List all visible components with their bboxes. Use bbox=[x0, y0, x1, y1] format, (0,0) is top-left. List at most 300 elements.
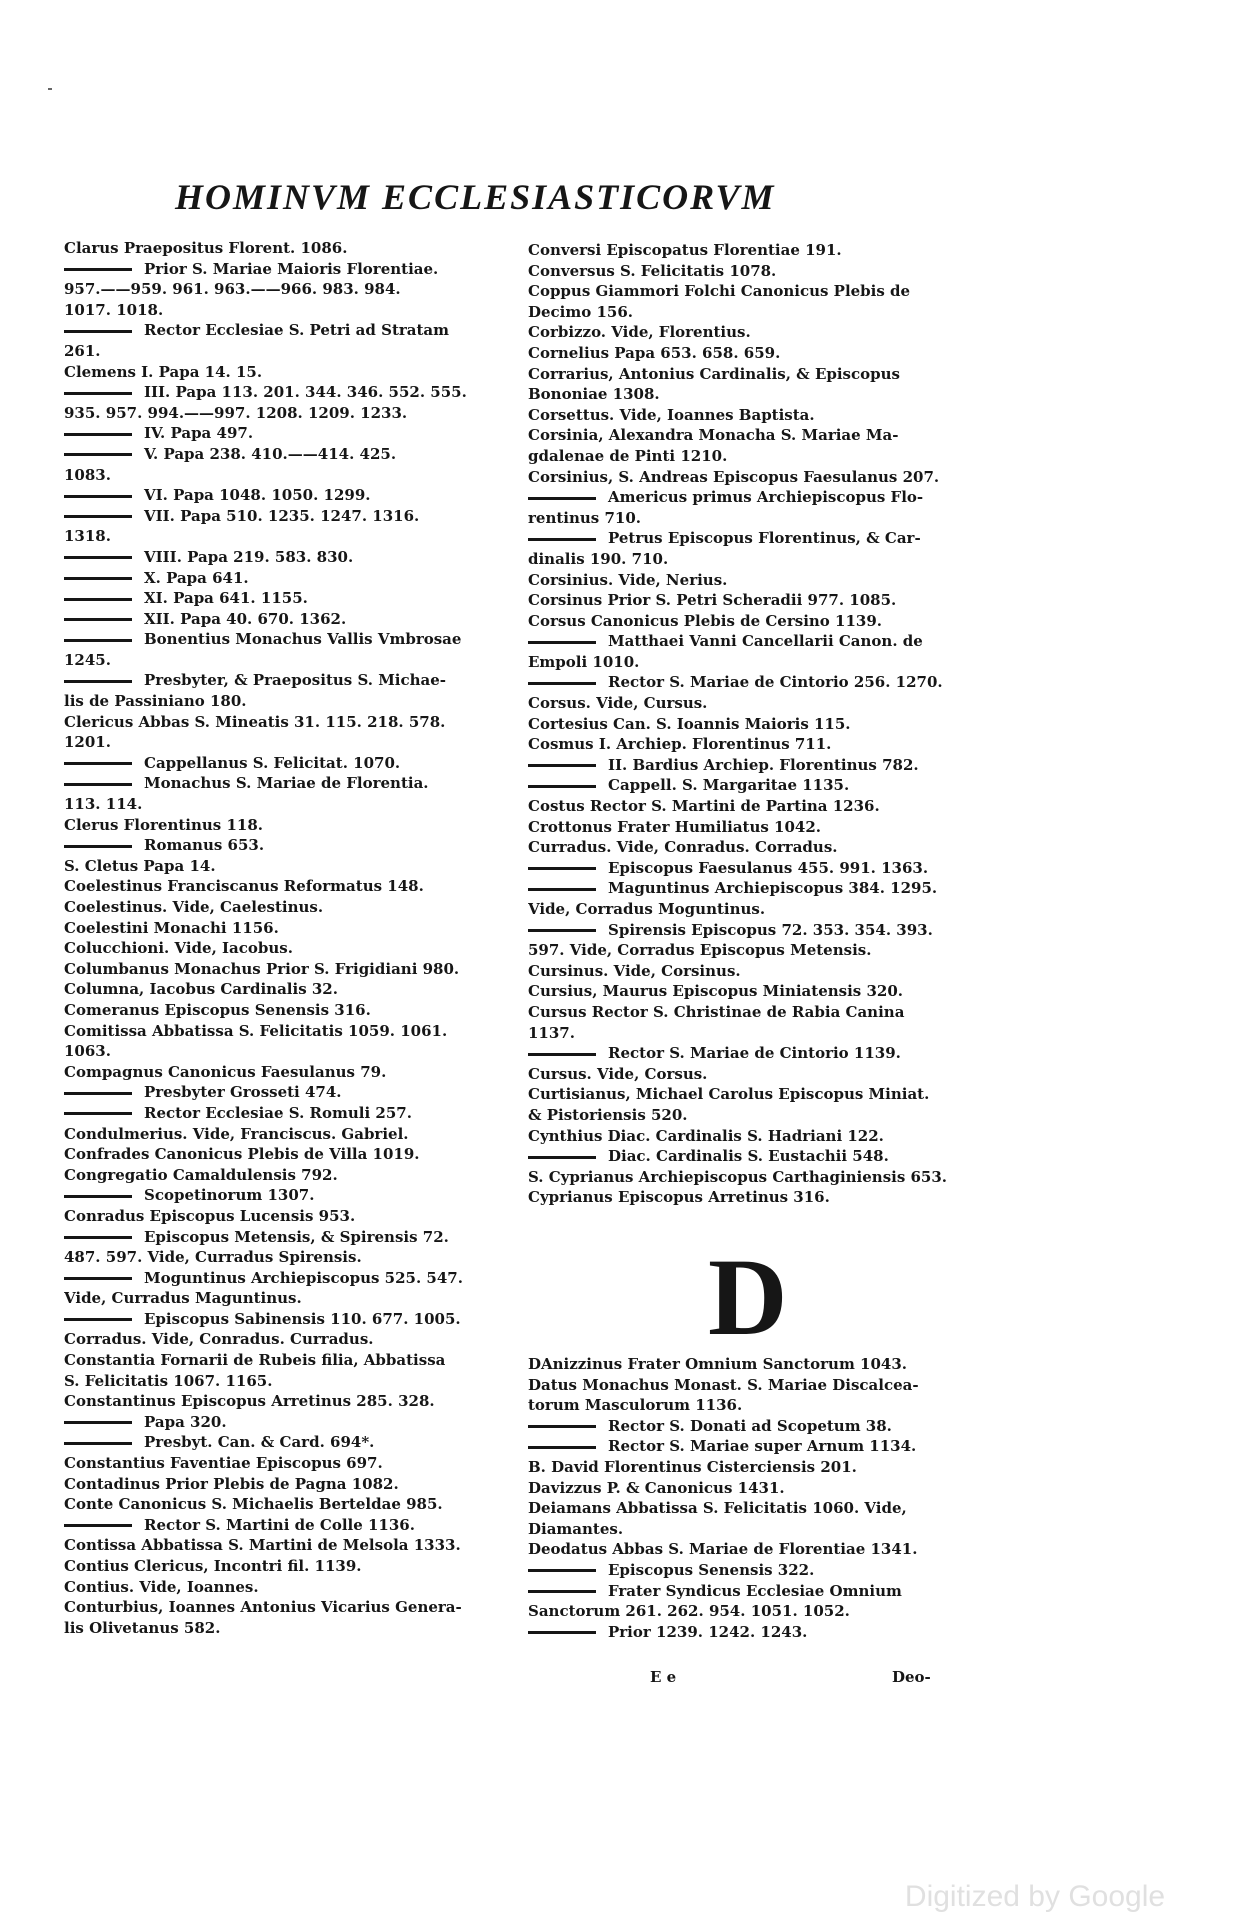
entry-text: 1201. bbox=[64, 733, 111, 752]
entry-text: 1245. bbox=[64, 650, 111, 669]
entry-text: Presbyt. Can. & Card. 694*. bbox=[144, 1433, 375, 1452]
index-entry bbox=[528, 755, 980, 776]
index-entry bbox=[64, 1474, 532, 1495]
section-letter: D bbox=[708, 1236, 788, 1358]
index-entry bbox=[64, 1082, 532, 1103]
index-entry bbox=[528, 1187, 980, 1208]
index-entry bbox=[64, 856, 532, 877]
index-entry bbox=[64, 423, 532, 444]
index-entry bbox=[528, 775, 980, 796]
entry-text: Decimo 156. bbox=[528, 302, 634, 321]
index-entry bbox=[528, 899, 980, 920]
index-entry bbox=[528, 1105, 980, 1126]
entry-text: VI. Papa 1048. 1050. 1299. bbox=[144, 486, 371, 505]
index-entry bbox=[64, 506, 532, 527]
entry-text: rentinus 710. bbox=[528, 508, 641, 527]
entry-text: Conte Canonicus S. Michaelis Berteldae 985. bbox=[64, 1495, 443, 1514]
entry-text: 487. 597. Vide, Curradus Spirensis. bbox=[64, 1248, 362, 1267]
entry-text: Conversus S. Felicitatis 1078. bbox=[528, 261, 777, 280]
entry-text: Constantinus Episcopus Arretinus 285. 328. bbox=[64, 1392, 435, 1411]
entry-text: Spirensis Episcopus 72. 353. 354. 393. bbox=[608, 920, 933, 939]
index-entry bbox=[528, 570, 980, 591]
index-entry bbox=[64, 918, 532, 939]
index-entry bbox=[64, 1144, 532, 1165]
entry-text: Contius Clericus, Incontri fil. 1139. bbox=[64, 1557, 362, 1575]
entry-text: Comitissa Abbatissa S. Felicitatis 1059. 1061. bbox=[64, 1021, 448, 1040]
index-entry bbox=[64, 1000, 532, 1021]
index-entry bbox=[64, 588, 532, 609]
ditto-dash bbox=[64, 433, 132, 436]
entry-text: Corsinus Prior S. Petri Scheradii 977. 1085. bbox=[528, 591, 897, 610]
entry-text: lis de Passiniano 180. bbox=[64, 692, 247, 711]
entry-text: Corbizzo. Vide, Florentius. bbox=[528, 323, 751, 342]
index-entry bbox=[528, 1478, 980, 1499]
ditto-dash bbox=[64, 1318, 132, 1321]
entry-text: Bonentius Monachus Vallis Vmbrosae bbox=[144, 630, 462, 649]
index-entry bbox=[64, 1391, 532, 1412]
index-entry bbox=[528, 1126, 980, 1147]
entry-text: Prior S. Mariae Maioris Florentiae. bbox=[144, 259, 439, 278]
entry-text: & Pistoriensis 520. bbox=[528, 1105, 688, 1124]
entry-text: Columna, Iacobus Cardinalis 32. bbox=[64, 980, 338, 999]
ditto-dash bbox=[64, 1442, 132, 1445]
entry-text: Coelestini Monachi 1156. bbox=[64, 918, 279, 937]
entry-text: Corrarius, Antonius Cardinalis, & Episcopus bbox=[528, 364, 900, 383]
index-entry bbox=[528, 878, 980, 899]
entry-text: Corsinius, S. Andreas Episcopus Faesulanus 207. bbox=[528, 467, 940, 486]
index-entry bbox=[528, 364, 980, 385]
index-entry bbox=[528, 1167, 980, 1188]
entry-text: 261. bbox=[64, 341, 101, 360]
index-entry bbox=[64, 712, 532, 733]
index-entry bbox=[528, 590, 980, 611]
ditto-dash bbox=[64, 1524, 132, 1527]
ditto-dash bbox=[528, 764, 596, 767]
index-entry bbox=[528, 1519, 980, 1540]
entry-text: Conturbius, Ioannes Antonius Vicarius Genera- bbox=[64, 1598, 462, 1617]
entry-text: Rector S. Mariae de Cintorio 256. 1270. bbox=[608, 673, 943, 692]
entry-text: Cosmus I. Archiep. Florentinus 711. bbox=[528, 735, 832, 754]
index-entry bbox=[64, 341, 532, 362]
entry-text: V. Papa 238. 410.——414. 425. bbox=[144, 444, 397, 463]
index-entry bbox=[64, 835, 532, 856]
index-entry bbox=[64, 773, 532, 794]
index-entry bbox=[528, 1416, 980, 1437]
index-entry bbox=[64, 382, 532, 403]
entry-text: Rector S. Mariae de Cintorio 1139. bbox=[608, 1044, 901, 1063]
entry-text: Conradus Episcopus Lucensis 953. bbox=[64, 1206, 356, 1225]
entry-text: Conversi Episcopatus Florentiae 191. bbox=[528, 241, 842, 259]
entry-text: Coppus Giammori Folchi Canonicus Plebis de bbox=[528, 282, 911, 301]
index-entry bbox=[528, 1436, 980, 1457]
page-header: HOMINVM ECCLESIASTICORVM bbox=[175, 177, 776, 217]
index-entry bbox=[528, 1601, 980, 1622]
entry-text: Cappell. S. Margaritae 1135. bbox=[608, 776, 850, 795]
entry-text: VII. Papa 510. 1235. 1247. 1316. bbox=[144, 506, 420, 525]
entry-text: 1017. 1018. bbox=[64, 300, 164, 319]
entry-text: S. Cyprianus Archiepiscopus Carthaginiensis 653. bbox=[528, 1167, 948, 1186]
entry-text: Compagnus Canonicus Faesulanus 79. bbox=[64, 1062, 387, 1081]
entry-text: Rector S. Mariae super Arnum 1134. bbox=[608, 1437, 917, 1456]
index-entry bbox=[64, 650, 532, 671]
signature-mark: E e bbox=[650, 1668, 677, 1686]
index-entry bbox=[528, 961, 980, 982]
index-entry bbox=[528, 631, 980, 652]
entry-text: Coelestinus. Vide, Caelestinus. bbox=[64, 898, 324, 916]
ditto-dash bbox=[528, 1569, 596, 1572]
index-entry bbox=[528, 322, 980, 343]
entry-text: DAnizzinus Frater Omnium Sanctorum 1043. bbox=[528, 1355, 908, 1373]
entry-text: Cortesius Can. S. Ioannis Maioris 115. bbox=[528, 714, 851, 733]
index-entry bbox=[64, 403, 532, 424]
index-entry bbox=[528, 1581, 980, 1602]
index-entry bbox=[528, 1539, 980, 1560]
entry-text: Constantius Faventiae Episcopus 697. bbox=[64, 1454, 383, 1473]
index-entry bbox=[64, 979, 532, 1000]
index-entry bbox=[64, 444, 532, 465]
entry-text: Episcopus Senensis 322. bbox=[608, 1560, 815, 1579]
entry-text: Episcopus Metensis, & Spirensis 72. bbox=[144, 1227, 449, 1246]
index-entry bbox=[64, 1432, 532, 1453]
entry-text: Cursus. Vide, Corsus. bbox=[528, 1064, 708, 1083]
entry-text: Americus primus Archiepiscopus Flo- bbox=[608, 488, 924, 507]
ditto-dash bbox=[64, 783, 132, 786]
ditto-dash bbox=[64, 1421, 132, 1424]
index-entry bbox=[64, 1021, 532, 1042]
ditto-dash bbox=[528, 1425, 596, 1428]
ditto-dash bbox=[64, 556, 132, 559]
index-entry bbox=[64, 629, 532, 650]
entry-text: Curtisianus, Michael Carolus Episcopus Miniat. bbox=[528, 1085, 930, 1104]
index-entry bbox=[64, 1206, 532, 1227]
entry-text: Bononiae 1308. bbox=[528, 385, 660, 404]
entry-text: Episcopus Sabinensis 110. 677. 1005. bbox=[144, 1309, 461, 1328]
index-entry bbox=[528, 1457, 980, 1478]
entry-text: VIII. Papa 219. 583. 830. bbox=[144, 547, 354, 566]
index-entry bbox=[64, 691, 532, 712]
index-entry bbox=[64, 1453, 532, 1474]
entry-text: Monachus S. Mariae de Florentia. bbox=[144, 774, 429, 793]
index-entry bbox=[528, 981, 980, 1002]
ditto-dash bbox=[528, 497, 596, 500]
entry-text: Corsinius. Vide, Nerius. bbox=[528, 570, 728, 589]
catchword: Deo- bbox=[892, 1668, 931, 1686]
index-entry bbox=[528, 1023, 980, 1044]
index-entry bbox=[64, 1412, 532, 1433]
entry-text: 957.——959. 961. 963.——966. 983. 984. bbox=[64, 280, 401, 299]
index-entry bbox=[528, 734, 980, 755]
ditto-dash bbox=[64, 598, 132, 601]
entry-text: Empoli 1010. bbox=[528, 652, 640, 671]
index-column-right-d bbox=[528, 1354, 980, 1642]
index-entry bbox=[528, 405, 980, 426]
index-entry bbox=[64, 897, 532, 918]
entry-text: Cappellanus S. Felicitat. 1070. bbox=[144, 753, 401, 772]
entry-text: Matthaei Vanni Cancellarii Canon. de bbox=[608, 632, 923, 651]
entry-text: Cyprianus Episcopus Arretinus 316. bbox=[528, 1188, 830, 1207]
index-entry bbox=[528, 1043, 980, 1064]
entry-text: Scopetinorum 1307. bbox=[144, 1186, 315, 1205]
index-entry bbox=[528, 714, 980, 735]
entry-text: IV. Papa 497. bbox=[144, 424, 254, 443]
index-entry bbox=[64, 1309, 532, 1330]
entry-text: Datus Monachus Monast. S. Mariae Discalcea- bbox=[528, 1375, 919, 1394]
ditto-dash bbox=[64, 1112, 132, 1115]
index-column-left bbox=[64, 238, 532, 1638]
entry-text: Petrus Episcopus Florentinus, & Car- bbox=[608, 529, 921, 548]
entry-text: Moguntinus Archiepiscopus 525. 547. bbox=[144, 1268, 463, 1287]
ditto-dash bbox=[528, 682, 596, 685]
entry-text: Cornelius Papa 653. 658. 659. bbox=[528, 343, 781, 362]
entry-text: Confrades Canonicus Plebis de Villa 1019. bbox=[64, 1145, 420, 1164]
index-entry bbox=[64, 732, 532, 753]
entry-text: Clemens I. Papa 14. 15. bbox=[64, 362, 263, 381]
index-entry bbox=[64, 938, 532, 959]
index-entry bbox=[528, 796, 980, 817]
ditto-dash bbox=[64, 453, 132, 456]
index-entry bbox=[64, 259, 532, 280]
watermark: Digitized by Google bbox=[904, 1880, 1166, 1913]
index-entry bbox=[528, 611, 980, 632]
index-entry bbox=[64, 670, 532, 691]
entry-text: 935. 957. 994.——997. 1208. 1209. 1233. bbox=[64, 403, 408, 422]
index-entry bbox=[64, 300, 532, 321]
ditto-dash bbox=[528, 785, 596, 788]
entry-text: dinalis 190. 710. bbox=[528, 549, 669, 568]
index-entry bbox=[528, 1146, 980, 1167]
index-entry bbox=[528, 487, 980, 508]
entry-text: II. Bardius Archiep. Florentinus 782. bbox=[608, 755, 919, 774]
index-entry bbox=[64, 1062, 532, 1083]
index-entry bbox=[64, 1577, 532, 1598]
entry-text: Frater Syndicus Ecclesiae Omnium bbox=[608, 1581, 902, 1600]
ditto-dash bbox=[64, 495, 132, 498]
ditto-dash bbox=[64, 1277, 132, 1280]
entry-text: Clerus Florentinus 118. bbox=[64, 815, 263, 834]
index-entry bbox=[64, 1227, 532, 1248]
entry-text: Congregatio Camaldulensis 792. bbox=[64, 1165, 338, 1184]
ditto-dash bbox=[64, 762, 132, 765]
entry-text: Corsus Canonicus Plebis de Cersino 1139. bbox=[528, 611, 883, 630]
index-entry bbox=[528, 549, 980, 570]
index-entry bbox=[64, 1535, 532, 1556]
entry-text: 113. 114. bbox=[64, 795, 143, 814]
index-entry bbox=[528, 343, 980, 364]
index-entry bbox=[528, 528, 980, 549]
entry-text: Presbyter Grosseti 474. bbox=[144, 1083, 342, 1102]
index-entry bbox=[528, 693, 980, 714]
index-entry bbox=[64, 1350, 532, 1371]
ditto-dash bbox=[528, 641, 596, 644]
ditto-dash bbox=[64, 392, 132, 395]
entry-text: Columbanus Monachus Prior S. Frigidiani 980. bbox=[64, 959, 460, 978]
index-entry bbox=[528, 1560, 980, 1581]
index-entry bbox=[528, 302, 980, 323]
ditto-dash bbox=[528, 1590, 596, 1593]
entry-text: Rector S. Donati ad Scopetum 38. bbox=[608, 1416, 892, 1435]
ditto-dash bbox=[64, 845, 132, 848]
index-entry bbox=[64, 794, 532, 815]
entry-text: lis Olivetanus 582. bbox=[64, 1618, 221, 1637]
entry-text: Romanus 653. bbox=[144, 836, 265, 855]
entry-text: Diamantes. bbox=[528, 1519, 624, 1538]
index-entry bbox=[528, 672, 980, 693]
index-entry bbox=[64, 568, 532, 589]
index-entry bbox=[528, 1002, 980, 1023]
index-entry bbox=[64, 1288, 532, 1309]
entry-text: Sanctorum 261. 262. 954. 1051. 1052. bbox=[528, 1602, 850, 1621]
ditto-dash bbox=[528, 1156, 596, 1159]
index-entry bbox=[528, 652, 980, 673]
entry-text: Comeranus Episcopus Senensis 316. bbox=[64, 1000, 371, 1019]
index-entry bbox=[528, 261, 980, 282]
entry-text: Colucchioni. Vide, Iacobus. bbox=[64, 939, 293, 958]
entry-text: Contadinus Prior Plebis de Pagna 1082. bbox=[64, 1474, 399, 1493]
entry-text: S. Cletus Papa 14. bbox=[64, 856, 216, 875]
index-entry bbox=[64, 1371, 532, 1392]
index-entry bbox=[528, 1375, 980, 1396]
entry-text: Costus Rector S. Martini de Partina 1236. bbox=[528, 797, 880, 816]
entry-text: 1063. bbox=[64, 1042, 111, 1061]
index-entry bbox=[528, 467, 980, 488]
index-entry bbox=[64, 876, 532, 897]
index-entry bbox=[528, 1084, 980, 1105]
entry-text: Contissa Abbatissa S. Martini de Melsola 1333. bbox=[64, 1536, 461, 1555]
entry-text: Diac. Cardinalis S. Eustachii 548. bbox=[608, 1147, 889, 1166]
ditto-dash bbox=[64, 1236, 132, 1239]
ditto-dash bbox=[64, 618, 132, 621]
entry-text: S. Felicitatis 1067. 1165. bbox=[64, 1371, 273, 1390]
index-entry bbox=[64, 1247, 532, 1268]
index-entry bbox=[64, 238, 532, 259]
ditto-dash bbox=[528, 888, 596, 891]
entry-text: Papa 320. bbox=[144, 1412, 227, 1431]
entry-text: X. Papa 641. bbox=[144, 568, 249, 587]
entry-text: Rector Ecclesiae S. Petri ad Stratam bbox=[144, 321, 450, 340]
index-entry bbox=[64, 1618, 532, 1639]
entry-text: Constantia Fornarii de Rubeis filia, Abbatissa bbox=[64, 1351, 446, 1370]
index-entry bbox=[64, 1556, 532, 1577]
index-entry bbox=[64, 362, 532, 383]
entry-text: Cursinus. Vide, Corsinus. bbox=[528, 961, 741, 980]
entry-text: Coelestinus Franciscanus Reformatus 148. bbox=[64, 877, 424, 896]
entry-text: Deodatus Abbas S. Mariae de Florentiae 1341. bbox=[528, 1540, 918, 1559]
index-entry bbox=[64, 526, 532, 547]
entry-text: Vide, Curradus Maguntinus. bbox=[64, 1289, 302, 1308]
ditto-dash bbox=[528, 929, 596, 932]
index-entry bbox=[64, 279, 532, 300]
entry-text: torum Masculorum 1136. bbox=[528, 1396, 743, 1415]
ditto-dash bbox=[64, 1195, 132, 1198]
index-entry bbox=[64, 959, 532, 980]
entry-text: 1137. bbox=[528, 1023, 575, 1042]
index-entry bbox=[64, 1103, 532, 1124]
ditto-dash bbox=[64, 1092, 132, 1095]
index-column-right bbox=[528, 240, 980, 1208]
scan-speck bbox=[48, 88, 52, 90]
entry-text: 1318. bbox=[64, 527, 111, 546]
index-entry bbox=[64, 1041, 532, 1062]
index-entry bbox=[64, 609, 532, 630]
ditto-dash bbox=[64, 268, 132, 271]
index-entry bbox=[64, 1329, 532, 1350]
ditto-dash bbox=[64, 515, 132, 518]
entry-text: Vide, Corradus Moguntinus. bbox=[528, 900, 766, 918]
index-entry bbox=[64, 1515, 532, 1536]
index-entry bbox=[528, 920, 980, 941]
entry-text: Rector Ecclesiae S. Romuli 257. bbox=[144, 1103, 412, 1122]
entry-text: Davizzus P. & Canonicus 1431. bbox=[528, 1478, 785, 1497]
ditto-dash bbox=[64, 680, 132, 683]
entry-text: Curradus. Vide, Conradus. Corradus. bbox=[528, 838, 838, 857]
index-entry bbox=[528, 1395, 980, 1416]
entry-text: 1083. bbox=[64, 465, 111, 484]
index-entry bbox=[528, 858, 980, 879]
entry-text: Clericus Abbas S. Mineatis 31. 115. 218. 578. bbox=[64, 712, 446, 731]
entry-text: Rector S. Martini de Colle 1136. bbox=[144, 1515, 415, 1534]
entry-text: Corsus. Vide, Cursus. bbox=[528, 694, 708, 713]
index-entry bbox=[64, 1494, 532, 1515]
index-entry bbox=[64, 320, 532, 341]
entry-text: Cynthius Diac. Cardinalis S. Hadriani 122. bbox=[528, 1126, 884, 1145]
index-entry bbox=[64, 753, 532, 774]
index-entry bbox=[64, 547, 532, 568]
index-entry bbox=[528, 817, 980, 838]
entry-text: XII. Papa 40. 670. 1362. bbox=[144, 609, 347, 628]
ditto-dash bbox=[64, 639, 132, 642]
index-entry bbox=[528, 1354, 980, 1375]
index-entry bbox=[528, 281, 980, 302]
entry-text: Crottonus Frater Humiliatus 1042. bbox=[528, 817, 822, 836]
ditto-dash bbox=[528, 538, 596, 541]
entry-text: Corsettus. Vide, Ioannes Baptista. bbox=[528, 405, 815, 424]
index-entry bbox=[64, 1597, 532, 1618]
entry-text: III. Papa 113. 201. 344. 346. 552. 555. bbox=[144, 383, 467, 402]
entry-text: gdalenae de Pinti 1210. bbox=[528, 446, 728, 465]
entry-text: XI. Papa 641. 1155. bbox=[144, 589, 308, 608]
entry-text: Prior 1239. 1242. 1243. bbox=[608, 1622, 808, 1641]
index-entry bbox=[64, 485, 532, 506]
index-entry bbox=[528, 240, 980, 261]
index-entry bbox=[528, 1064, 980, 1085]
index-entry bbox=[528, 1622, 980, 1643]
index-entry bbox=[64, 815, 532, 836]
ditto-dash bbox=[528, 867, 596, 870]
index-entry bbox=[528, 384, 980, 405]
entry-text: Presbyter, & Praepositus S. Michae- bbox=[144, 671, 447, 690]
entry-text: B. David Florentinus Cisterciensis 201. bbox=[528, 1457, 857, 1476]
index-entry bbox=[64, 465, 532, 486]
index-entry bbox=[64, 1124, 532, 1145]
ditto-dash bbox=[528, 1631, 596, 1634]
index-entry bbox=[528, 940, 980, 961]
index-entry bbox=[64, 1185, 532, 1206]
index-entry bbox=[528, 446, 980, 467]
index-entry bbox=[64, 1165, 532, 1186]
entry-text: Episcopus Faesulanus 455. 991. 1363. bbox=[608, 858, 929, 877]
entry-text: Cursus Rector S. Christinae de Rabia Canina bbox=[528, 1002, 905, 1021]
entry-text: Cursius, Maurus Episcopus Miniatensis 320. bbox=[528, 982, 903, 1001]
entry-text: Contius. Vide, Ioannes. bbox=[64, 1577, 259, 1596]
ditto-dash bbox=[64, 577, 132, 580]
ditto-dash bbox=[528, 1053, 596, 1056]
entry-text: Deiamans Abbatissa S. Felicitatis 1060. Vide, bbox=[528, 1499, 907, 1518]
entry-text: Condulmerius. Vide, Franciscus. Gabriel. bbox=[64, 1124, 409, 1143]
ditto-dash bbox=[64, 330, 132, 333]
index-entry bbox=[528, 837, 980, 858]
index-entry bbox=[528, 425, 980, 446]
entry-text: 597. Vide, Corradus Episcopus Metensis. bbox=[528, 941, 872, 960]
